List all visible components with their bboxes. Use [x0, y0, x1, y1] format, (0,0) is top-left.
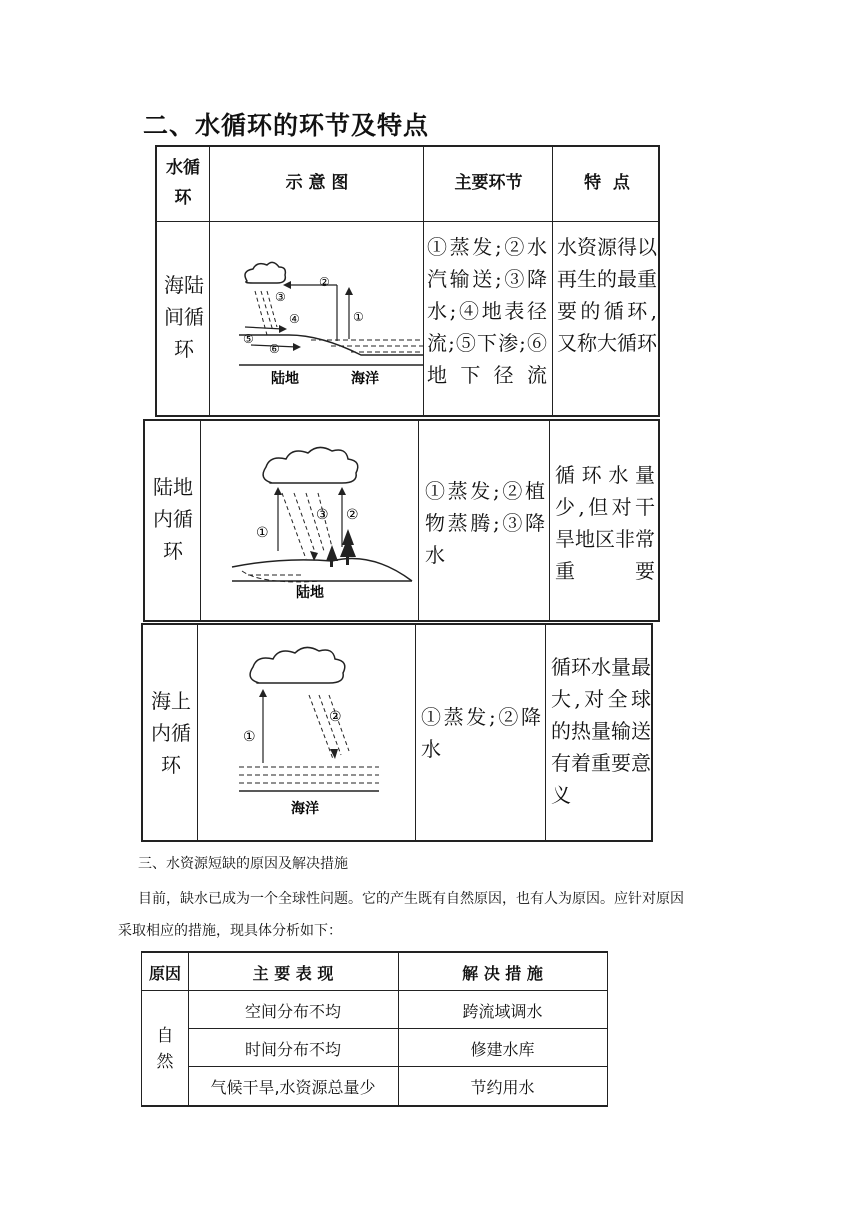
- header-diagram: 示 意 图: [285, 173, 349, 193]
- marker-2: ②: [319, 275, 330, 289]
- marker-2: ②: [346, 507, 359, 523]
- row1-links: ①蒸发;②水汽输送;③降水;④地表径流;⑤下渗;⑥地下径流: [427, 235, 547, 387]
- marker-2: ②: [329, 709, 342, 725]
- water-cycle-table-part3: [141, 623, 653, 842]
- row1-name: 海陆间循环: [164, 273, 204, 361]
- marker-3: ③: [316, 507, 329, 523]
- row2-solution: 修建水库: [470, 1040, 535, 1059]
- group-natural: 自然: [156, 1026, 174, 1072]
- header-show: 主 要 表 现: [252, 964, 334, 983]
- row1-solution: 跨流域调水: [462, 1002, 543, 1021]
- water-cycle-table-part2: [143, 419, 660, 622]
- section3-title: 三、水资源短缺的原因及解决措施: [138, 856, 348, 872]
- row2-links: ①蒸发;②植物蒸腾;③降水: [425, 479, 545, 567]
- sea-land-cycle-diagram: [211, 223, 423, 417]
- label-land: 陆地: [296, 585, 324, 601]
- marker-6: ⑥: [269, 342, 280, 356]
- section-title: 二、水循环的环节及特点: [143, 111, 430, 140]
- marker-5: ⑤: [243, 332, 254, 346]
- row3-links: ①蒸发;②降水: [421, 705, 541, 761]
- row1-show: 空间分布不均: [244, 1002, 341, 1021]
- header-cycle: 水循环: [166, 158, 200, 208]
- label-ocean: 海洋: [291, 801, 319, 817]
- label-ocean: 海洋: [351, 371, 379, 387]
- header-reason: 原因: [148, 964, 181, 983]
- row3-solution: 节约用水: [470, 1078, 535, 1097]
- header-solution: 解 决 措 施: [462, 964, 543, 983]
- row2-name: 陆地内循环: [153, 475, 193, 563]
- row2-show: 时间分布不均: [244, 1040, 341, 1059]
- marker-3: ③: [275, 290, 286, 304]
- header-feature: 特 点: [584, 173, 630, 193]
- row1-feature: 水资源得以再生的最重要的循环,又称大循环: [557, 235, 657, 355]
- water-cycle-table-part1: [155, 145, 660, 417]
- marker-1: ①: [353, 310, 364, 324]
- row3-feature: 循环水量最大,对全球的热量输送有着重要意义: [551, 655, 651, 807]
- marker-1: ①: [256, 525, 269, 541]
- marker-4: ④: [289, 312, 300, 326]
- row2-feature: 循环水量少,但对干旱地区非常重要: [555, 463, 655, 583]
- row3-name: 海上内循环: [151, 689, 191, 777]
- label-land: 陆地: [271, 371, 299, 387]
- ocean-cycle-diagram: [199, 625, 415, 841]
- paragraph-line1: 目前，缺水已成为一个全球性问题。它的产生既有自然原因，也有人为原因。应针对原因: [138, 891, 684, 907]
- land-cycle-diagram: [202, 421, 418, 621]
- paragraph-line2: 采取相应的措施，现具体分析如下：: [118, 923, 342, 939]
- marker-1: ①: [243, 729, 256, 745]
- header-links: 主要环节: [454, 173, 523, 193]
- shortage-table: [141, 951, 608, 1107]
- row3-show: 气候干旱,水资源总量少: [210, 1078, 376, 1097]
